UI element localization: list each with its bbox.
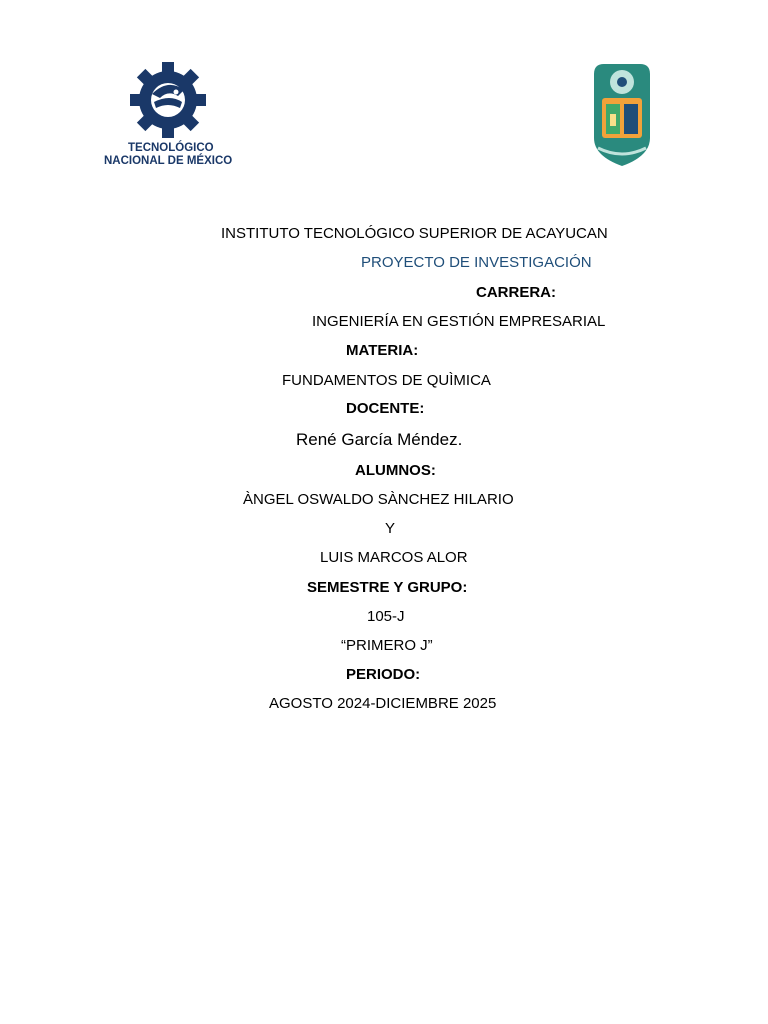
semester-label: SEMESTRE Y GRUPO: xyxy=(307,579,468,596)
project-title: PROYECTO DE INVESTIGACIÓN xyxy=(361,254,592,271)
period-value: AGOSTO 2024-DICIEMBRE 2025 xyxy=(269,695,497,712)
career-value: INGENIERÍA EN GESTIÓN EMPRESARIAL xyxy=(312,313,606,330)
group-value: 105-J xyxy=(367,608,405,625)
students-join: Y xyxy=(385,520,396,537)
tecnm-logo xyxy=(100,60,240,172)
period-label: PERIODO: xyxy=(346,666,421,683)
institute-name: INSTITUTO TECNOLÓGICO SUPERIOR DE ACAYUCAN xyxy=(221,225,608,242)
subject-value: FUNDAMENTOS DE QUÌMICA xyxy=(282,372,491,389)
semester-value: “PRIMERO J” xyxy=(341,637,433,654)
teacher-label: DOCENTE: xyxy=(346,400,425,417)
student-2: LUIS MARCOS ALOR xyxy=(320,549,468,566)
student-1: ÀNGEL OSWALDO SÀNCHEZ HILARIO xyxy=(243,491,514,508)
teacher-value: René García Méndez. xyxy=(296,430,463,449)
students-label: ALUMNOS: xyxy=(355,462,436,479)
shield-emblem-icon xyxy=(588,60,656,170)
gear-eagle-icon xyxy=(100,60,240,145)
career-label: CARRERA: xyxy=(476,284,556,301)
tecnm-text-line2: NACIONAL DE MÉXICO xyxy=(104,155,233,167)
itsa-shield-logo xyxy=(588,60,656,170)
tecnm-text-line1: TECNOLÓGICO xyxy=(128,142,214,154)
subject-label: MATERIA: xyxy=(346,342,419,359)
